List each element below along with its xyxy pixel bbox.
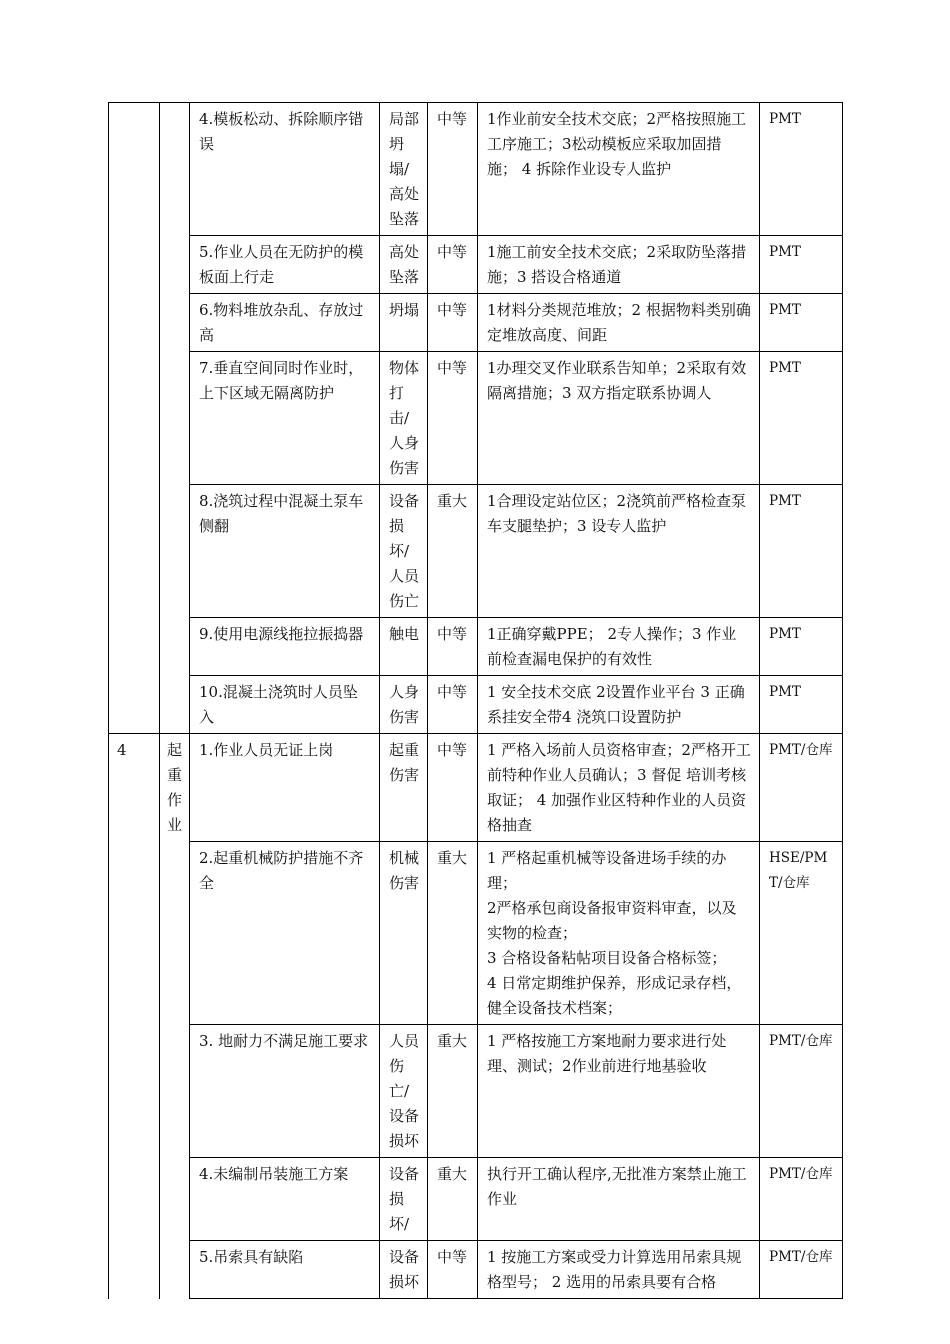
table-row xyxy=(109,1025,843,1158)
measure-line: 1 严格起重机械等设备进场手续的办理； xyxy=(487,849,727,892)
measures-cell: 1材料分类规范堆放；2 根据物料类别确定堆放高度、间距 xyxy=(478,294,760,352)
consequence-cell: 触电 xyxy=(380,618,428,676)
owner-cell: PMT xyxy=(760,103,843,236)
hazard-cell: 4.未编制吊装施工方案 xyxy=(190,1158,380,1241)
section-number: 4 xyxy=(109,734,160,1299)
measure-line: 4 日常定期维护保养，形成记录存档，健全设备技术档案； xyxy=(487,974,742,1017)
hazard-cell: 7.垂直空间同时作业时，上下区域无隔离防护 xyxy=(190,352,380,485)
owner-cell: PMT xyxy=(760,294,843,352)
table-row xyxy=(109,294,843,352)
risk-level-cell: 中等 xyxy=(428,676,478,734)
table-row xyxy=(109,103,843,236)
table-row xyxy=(109,734,843,842)
consequence-cell: 局部坍塌/高处坠落 xyxy=(380,103,428,236)
owner-cell: PMT xyxy=(760,618,843,676)
hazard-cell: 2.起重机械防护措施不齐全 xyxy=(190,842,380,1025)
risk-level-cell: 重大 xyxy=(428,842,478,1025)
risk-assessment-table xyxy=(108,102,843,1299)
table-row xyxy=(109,1241,843,1299)
hazard-cell: 1.作业人员无证上岗 xyxy=(190,734,380,842)
measures-cell: 1施工前安全技术交底；2采取防坠落措施；3 搭设合格通道 xyxy=(478,236,760,294)
measures-cell: 执行开工确认程序,无批准方案禁止施工作业 xyxy=(478,1158,760,1241)
measures-cell: 1 按施工方案或受力计算选用吊索具规格型号； 2 选用的吊索具要有合格 xyxy=(478,1241,760,1299)
hazard-cell: 10.混凝土浇筑时人员坠入 xyxy=(190,676,380,734)
risk-level-cell: 中等 xyxy=(428,236,478,294)
measures-cell: 1办理交叉作业联系告知单；2采取有效隔离措施；3 双方指定联系协调人 xyxy=(478,352,760,485)
measures-cell: 1正确穿戴PPE； 2专人操作；3 作业前检查漏电保护的有效性 xyxy=(478,618,760,676)
measures-cell: 1作业前安全技术交底；2严格按照施工工序施工；3松动模板应采取加固措施； 4 拆除作业设专人监护 xyxy=(478,103,760,236)
measure-line: 2严格承包商设备报审资料审查，以及实物的检查； xyxy=(487,899,737,942)
consequence-cell: 物体打击/人身伤害 xyxy=(380,352,428,485)
owner-cell: PMT xyxy=(760,485,843,618)
table-row xyxy=(109,676,843,734)
risk-level-cell: 中等 xyxy=(428,734,478,842)
section-name-cell xyxy=(160,103,190,734)
owner-cell: PMT xyxy=(760,236,843,294)
table-row xyxy=(109,842,843,1025)
owner-cell: PMT xyxy=(760,352,843,485)
consequence-cell: 机械伤害 xyxy=(380,842,428,1025)
risk-level-cell: 重大 xyxy=(428,1158,478,1241)
table-row xyxy=(109,1158,843,1241)
owner-cell: PMT/仓库 xyxy=(760,1241,843,1299)
consequence-cell: 设备损坏/ xyxy=(380,1158,428,1241)
hazard-cell: 4.模板松动、拆除顺序错误 xyxy=(190,103,380,236)
owner-cell: PMT/仓库 xyxy=(760,734,843,842)
owner-cell: PMT/仓库 xyxy=(760,1158,843,1241)
table-row xyxy=(109,352,843,485)
table-row xyxy=(109,485,843,618)
table-row xyxy=(109,618,843,676)
owner-cell: PMT/仓库 xyxy=(760,1025,843,1158)
measures-cell xyxy=(478,842,760,1025)
consequence-cell: 高处坠落 xyxy=(380,236,428,294)
owner-cell: PMT xyxy=(760,676,843,734)
consequence-cell: 坍塌 xyxy=(380,294,428,352)
risk-level-cell: 重大 xyxy=(428,1025,478,1158)
risk-level-cell: 中等 xyxy=(428,352,478,485)
measures-cell: 1 严格入场前人员资格审查；2严格开工前特种作业人员确认；3 督促 培训考核取证； 4 加强作业区特种作业的人员资格抽查 xyxy=(478,734,760,842)
section-name: 起重作业 xyxy=(160,734,190,1299)
measures-cell: 1 严格按施工方案地耐力要求进行处理、测试；2作业前进行地基验收 xyxy=(478,1025,760,1158)
owner-cell: HSE/PMT/仓库 xyxy=(760,842,843,1025)
risk-level-cell: 中等 xyxy=(428,103,478,236)
risk-level-cell: 中等 xyxy=(428,294,478,352)
measures-cell: 1 安全技术交底 2设置作业平台 3 正确系挂安全带4 浇筑口设置防护 xyxy=(478,676,760,734)
hazard-cell: 9.使用电源线拖拉振捣器 xyxy=(190,618,380,676)
section-number-cell xyxy=(109,103,160,734)
consequence-cell: 人身伤害 xyxy=(380,676,428,734)
hazard-cell: 8.浇筑过程中混凝土泵车侧翻 xyxy=(190,485,380,618)
consequence-cell: 设备损坏/人员伤亡 xyxy=(380,485,428,618)
measures-cell: 1合理设定站位区；2浇筑前严格检查泵车支腿垫护；3 设专人监护 xyxy=(478,485,760,618)
measure-line: 3 合格设备粘帖项目设备合格标签； xyxy=(487,949,727,967)
risk-level-cell: 中等 xyxy=(428,618,478,676)
consequence-cell: 人员伤亡/设备损坏 xyxy=(380,1025,428,1158)
hazard-cell: 3. 地耐力不满足施工要求 xyxy=(190,1025,380,1158)
consequence-cell: 起重伤害 xyxy=(380,734,428,842)
risk-level-cell: 中等 xyxy=(428,1241,478,1299)
risk-level-cell: 重大 xyxy=(428,485,478,618)
consequence-cell: 设备损坏 xyxy=(380,1241,428,1299)
hazard-cell: 5.作业人员在无防护的模板面上行走 xyxy=(190,236,380,294)
hazard-cell: 6.物料堆放杂乱、存放过高 xyxy=(190,294,380,352)
hazard-cell: 5.吊索具有缺陷 xyxy=(190,1241,380,1299)
table-row xyxy=(109,236,843,294)
